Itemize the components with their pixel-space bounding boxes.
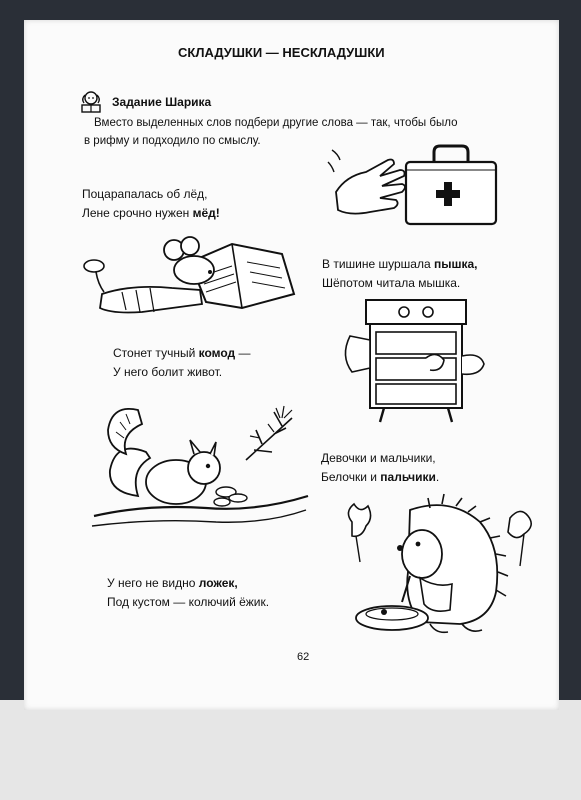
crying-dresser-illustration (330, 296, 500, 426)
verse-line: В тишине шуршала пышка, (322, 257, 478, 271)
verse-line: Белочки и пальчики. (321, 470, 440, 484)
verse-5 (107, 574, 269, 612)
mouse-reading-book-illustration (82, 232, 308, 328)
dog-reading-icon (78, 90, 104, 114)
verse-line: Лене срочно нужен мёд! (82, 206, 220, 220)
highlighted-word: комод (198, 346, 236, 360)
instruction-line-1: Вместо выделенных слов подбери другие слова — так, чтобы было (94, 117, 458, 129)
verse-line: У него не видно ложек, (107, 576, 238, 590)
highlighted-word: ложек, (198, 576, 238, 590)
highlighted-word: мёд! (192, 206, 220, 220)
verse-line: Шёпотом читала мышка. (322, 276, 461, 290)
hedgehog-with-bowl-illustration (340, 492, 536, 642)
verse-line: Поцарапалась об лёд, (82, 187, 208, 201)
highlighted-word: пышка, (433, 257, 478, 271)
squirrel-eating-seeds-illustration (86, 400, 312, 542)
page-number: 62 (297, 651, 310, 663)
page-title: СКЛАДУШКИ — НЕСКЛАДУШКИ (178, 45, 385, 60)
highlighted-word: пальчики (380, 470, 436, 484)
verse-4 (321, 449, 439, 487)
verse-2 (322, 255, 478, 293)
verse-line: Девочки и мальчики, (321, 451, 436, 465)
instruction-line-2: в рифму и подходило по смыслу. (84, 135, 261, 147)
verse-line: Стонет тучный комод — (113, 346, 251, 360)
verse-line: У него болит живот. (113, 365, 223, 379)
verse-3 (113, 344, 250, 382)
task-header (78, 90, 211, 114)
verse-1 (82, 185, 220, 223)
task-title: Задание Шарика (112, 95, 212, 109)
hand-first-aid-kit-illustration (326, 142, 506, 234)
verse-line: Под кустом — колючий ёжик. (107, 595, 270, 609)
scan-background (0, 700, 581, 800)
